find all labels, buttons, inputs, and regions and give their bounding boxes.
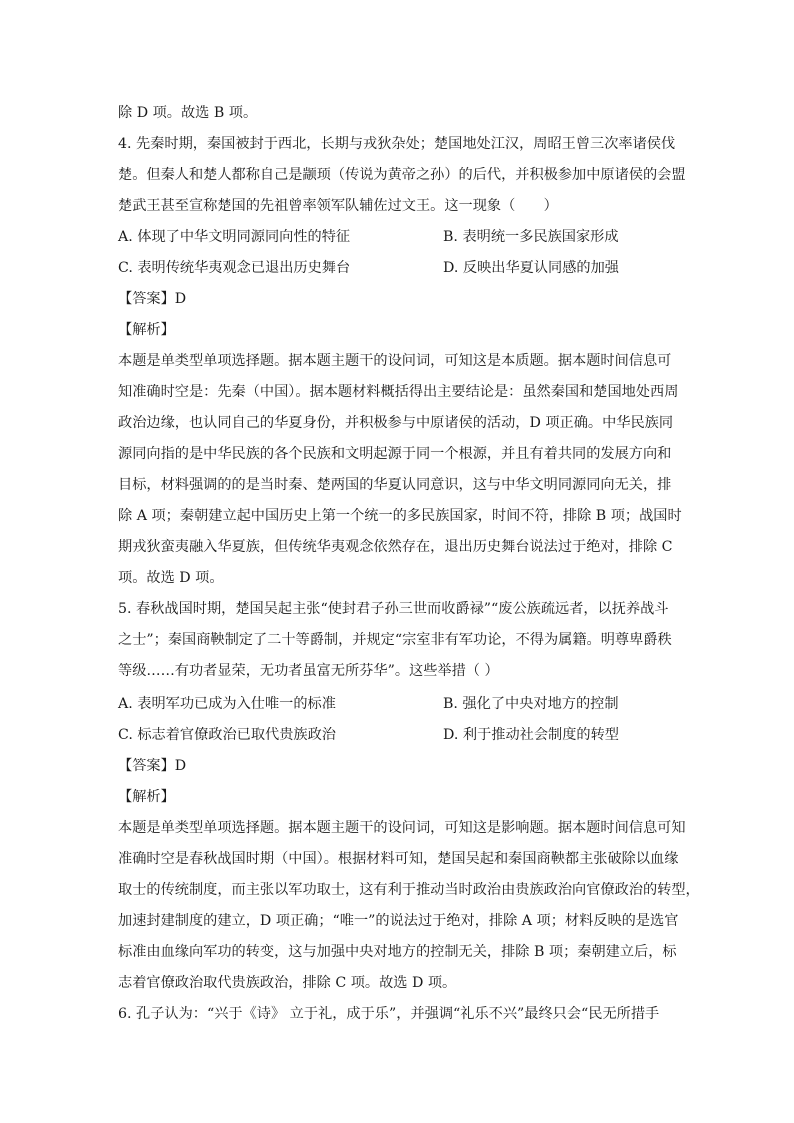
text-line: 政治边缘，也认同自己的华夏身份，并积极参与中原诸侯的活动，D 项正确。中华民族同 xyxy=(118,415,674,431)
text-line: 知准确时空是：先秦（中国）。据本题材料概括得出主要结论是：虽然秦国和楚国地处西周 xyxy=(118,384,679,400)
text-line: 标准由血缘向军功的转变，这与加强中央对地方的控制无关，排除 B 项；秦朝建立后，标 xyxy=(118,944,677,960)
text-line: 楚。但秦人和楚人都称自己是颛顼（传说为黄帝之孙）的后代，并积极参加中原诸侯的会盟 xyxy=(118,167,686,183)
text-line: 本题是单类型单项选择题。据本题主题干的设问词，可知这是影响题。据本题时间信息可知 xyxy=(118,820,686,836)
q5-option-d: D. 利于推动社会制度的转型 xyxy=(443,727,619,743)
text-line: 目标，材料强调的的是当时秦、楚两国的华夏认同意识，这与中华文明同源同向无关，排 xyxy=(118,477,672,493)
text-line: 楚武王甚至宣称楚国的先祖曾率领军队辅佐过文王。这一现象（ ） xyxy=(118,198,558,214)
text-line: 除 D 项。故选 B 项。 xyxy=(118,105,258,121)
text-line: 准确时空是春秋战国时期（中国）。根据材料可知，楚国吴起和秦国商鞅都主张破除以血缘 xyxy=(118,851,679,867)
question-4-stem: 4. 先秦时期，秦国被封于西北，长期与戎狄杂处；楚国地处江汉，周昭王曾三次率诸侯伐 xyxy=(118,136,676,152)
q4-option-c: C. 表明传统华夷观念已退出历史舞台 xyxy=(118,260,351,276)
q4-option-a: A. 体现了中华文明同源同向性的特征 xyxy=(118,229,351,245)
text-line: 之士”；秦国商鞅制定了二十等爵制，并规定“宗室非有军功论，不得为属籍。明尊卑爵秩 xyxy=(118,632,672,648)
text-line: 等级……有功者显荣，无功者虽富无所芬华”。这些举措（ ） xyxy=(118,663,499,679)
q5-option-b: B. 强化了中央对地方的控制 xyxy=(443,696,619,712)
question-6-stem: 6. 孔子认为：“兴于《诗》 立于礼，成于乐”，并强调“礼乐不兴”最终只会“民无所措手 xyxy=(118,1006,660,1022)
text-line: 源同向指的是中华民族的各个民族和文明起源于同一个根源，并且有着共同的发展方向和 xyxy=(118,446,672,462)
q4-analysis-heading: 【解析】 xyxy=(118,322,175,338)
text-line: 取士的传统制度，而主张以军功取士，这有利于推动当时政治由贵族政治向官僚政治的转型， xyxy=(118,882,700,898)
text-line: 期戎狄蛮夷融入华夏族，但传统华夷观念依然存在，退出历史舞台说法过于绝对，排除 C xyxy=(118,539,673,555)
q5-option-a: A. 表明军功已成为入仕唯一的标准 xyxy=(118,696,336,712)
q4-option-b: B. 表明统一多民族国家形成 xyxy=(443,229,619,245)
text-line: 志着官僚政治取代贵族政治，排除 C 项。故选 D 项。 xyxy=(118,975,457,991)
q5-answer: 【答案】D xyxy=(118,758,187,774)
question-5-stem: 5. 春秋战国时期，楚国吴起主张“使封君子孙三世而收爵禄”“废公族疏远者，以抚养战斗 xyxy=(118,601,669,617)
text-line: 项。故选 D 项。 xyxy=(118,570,224,586)
q5-option-c: C. 标志着官僚政治已取代贵族政治 xyxy=(118,727,336,743)
q5-analysis-heading: 【解析】 xyxy=(118,789,175,805)
q4-option-d: D. 反映出华夏认同感的加强 xyxy=(443,260,619,276)
q4-answer: 【答案】D xyxy=(118,291,187,307)
text-line: 加速封建制度的建立，D 项正确；“唯一”的说法过于绝对，排除 A 项；材料反映的是选官 xyxy=(118,913,679,929)
text-line: 除 A 项；秦朝建立起中国历史上第一个统一的多民族国家，时间不符，排除 B 项；战国时 xyxy=(118,508,682,524)
text-line: 本题是单类型单项选择题。据本题主题干的设问词，可知这是本质题。据本题时间信息可 xyxy=(118,353,672,369)
